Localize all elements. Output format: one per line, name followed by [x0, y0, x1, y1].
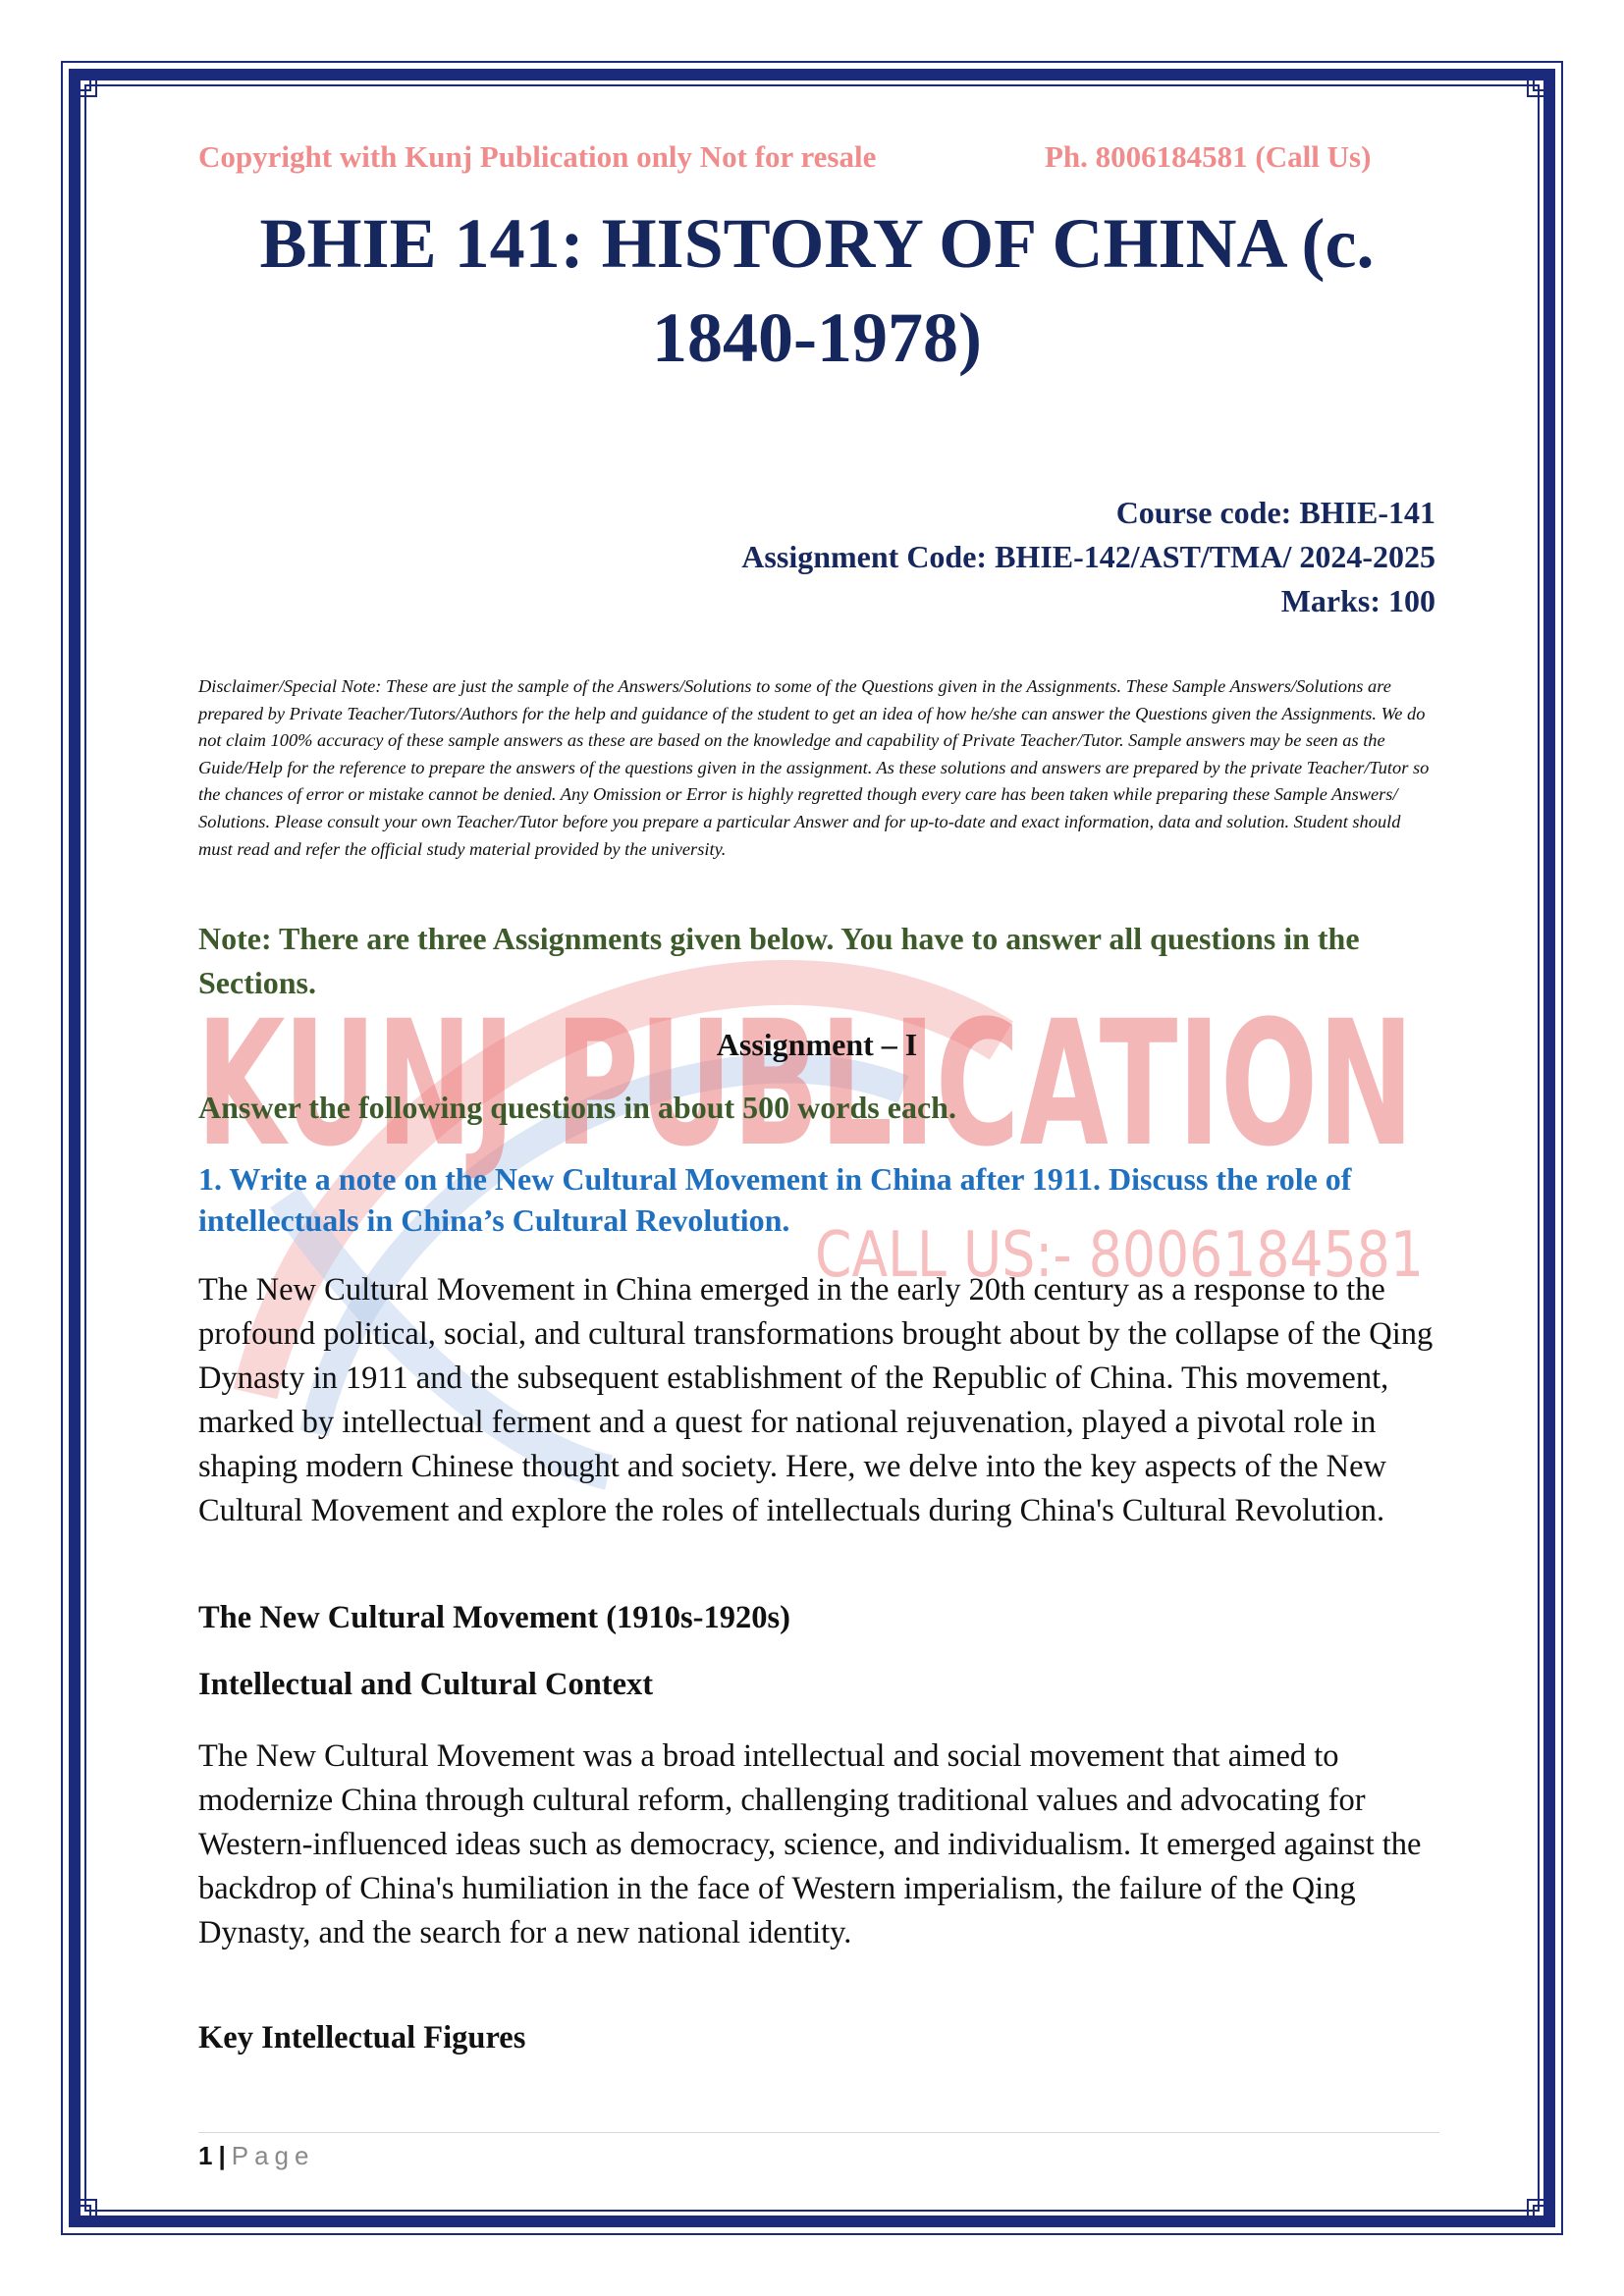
assignment-meta [198, 491, 1435, 623]
watermark-brand: KUNJ PUBLICATION [196, 984, 1414, 1185]
section-heading: The New Cultural Movement (1910s-1920s) [198, 1600, 790, 1635]
course-code: Course code: BHIE-141 [1115, 495, 1435, 530]
page-footer [198, 2141, 314, 2171]
note: Note: There are three Assignments given below. You have to answer all questions in the Sections. [198, 921, 1360, 1000]
corner-ornament-icon [69, 2198, 98, 2227]
disclaimer: Disclaimer/Special Note: These are just the sample of the Answers/Solutions to some of the Questions given in the Assignments. These Sample Answers/Solutions are prepared by Private Teacher/Tutors/Authors for the help and guidance of the student to get an idea of how he/she can answer the Questions given the Assignments. We do not claim 100% accuracy of these sample answers as these are based on the knowledge and capability of Private Teacher/Tutor. Sample answers may be seen as the Guide/Help for the reference to prepare the answers of the questions given in the assignment. As these solutions and answers are prepared by the private Teacher/Tutor so the chances of error or mistake cannot be denied. Any Omission or Error is highly regretted though every care has been taken while preparing these Sample Answers/ Solutions. Please consult your own Teacher/Tutor before you prepare a particular Answer and for up-to-date and exact information, data and solution. Student should must read and refer the official study material provided by the university. [198, 676, 1430, 859]
watermark-call: CALL US:- 8006184581 [815, 1219, 1424, 1292]
document-title [198, 196, 1435, 385]
footer-divider [198, 2132, 1439, 2133]
paragraph: The New Cultural Movement in China emerged in the early 20th century as a response to the profound political, social, and cultural transformations brought about by the collapse of the Qing Dynasty in 1911 and the subsequent establishment of the Republic of China. This movement, marked by intellectual ferment and a quest for national rejuvenation, played a pivotal role in shaping modern Chinese thought and society. Here, we delve into the key aspects of the New Cultural Movement and explore the roles of intellectuals during China's Cultural Revolution. [198, 1272, 1434, 1528]
copyright-header [198, 139, 1435, 175]
question-1: 1. Write a note on the New Cultural Movement in China after 1911. Discuss the role of intellectuals in China’s Cultural Revolution. [198, 1161, 1352, 1238]
section-heading: Key Intellectual Figures [198, 2020, 526, 2056]
page-label: Page [231, 2141, 315, 2170]
corner-ornament-icon [69, 69, 98, 98]
marks: Marks: 100 [1280, 583, 1435, 618]
phone-text: Ph. 8006184581 (Call Us) [1045, 139, 1372, 174]
instruction: Answer the following questions in about 500 words each. [198, 1090, 956, 1125]
title-line-1: BHIE 141: HISTORY OF CHINA (c. [259, 204, 1375, 283]
footer-separator: | [218, 2141, 226, 2170]
section-heading: Intellectual and Cultural Context [198, 1667, 654, 1702]
assignment-heading: Assignment – I [716, 1027, 918, 1062]
assignment-code: Assignment Code: BHIE-142/AST/TMA/ 2024-2025 [741, 539, 1435, 574]
copyright-text: Copyright with Kunj Publication only Not for resale [198, 139, 877, 174]
corner-ornament-icon [1526, 2198, 1555, 2227]
paragraph: The New Cultural Movement was a broad intellectual and social movement that aimed to modernize China through cultural reform, challenging traditional values and advocating for Western-influenced ideas such as democracy, science, and individualism. It emerged against the backdrop of China's humiliation in the face of Western imperialism, the failure of the Qing Dynasty, and the search for a new national identity. [198, 1738, 1422, 1950]
corner-ornament-icon [1526, 69, 1555, 98]
title-line-2: 1840-1978) [652, 298, 982, 377]
page-number: 1 [198, 2141, 213, 2170]
